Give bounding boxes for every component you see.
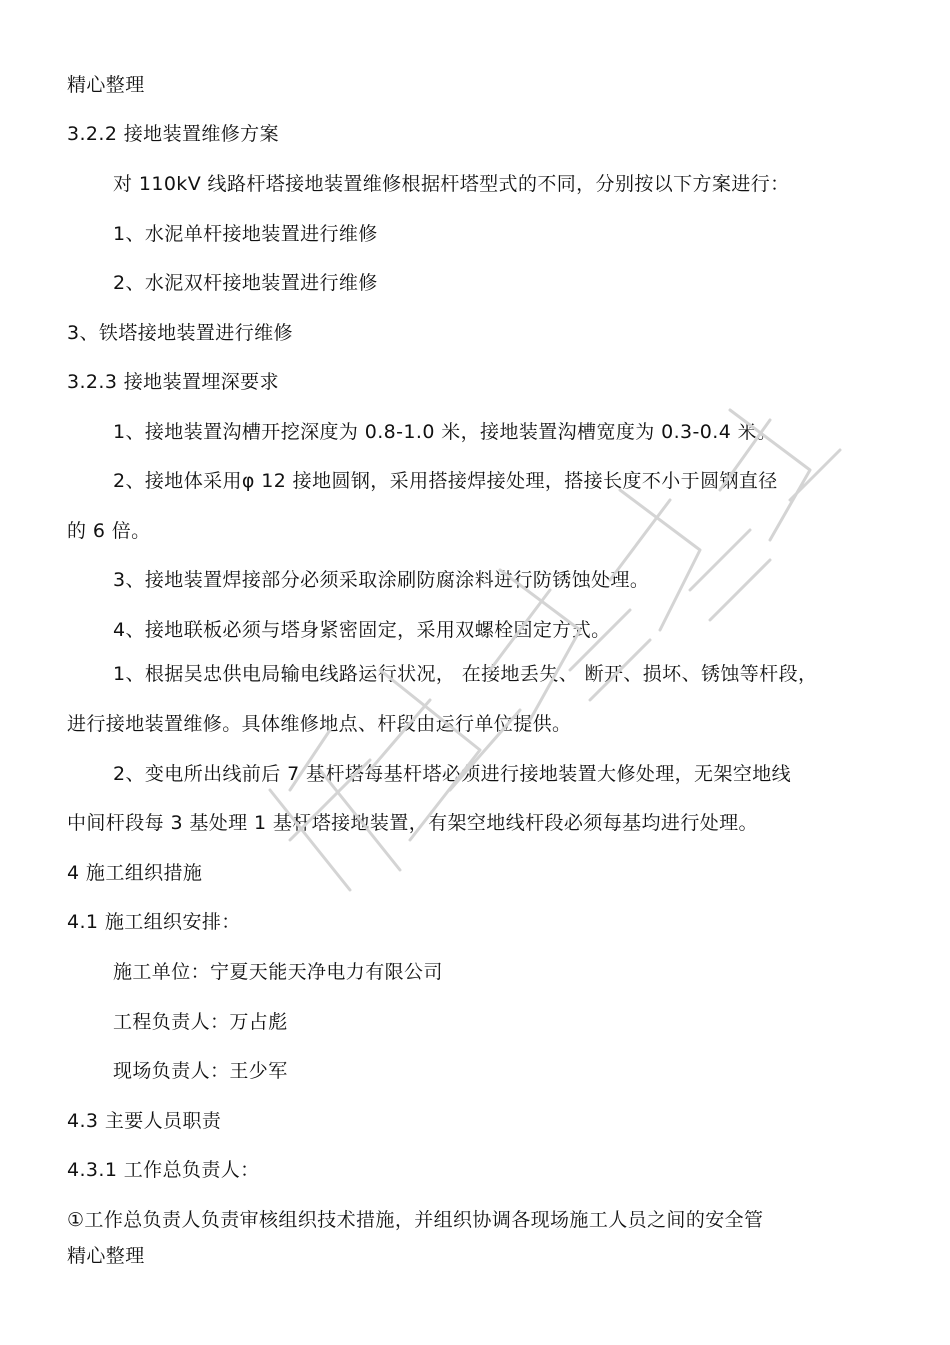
paragraph-duty-1: ①工作总负责人负责审核组织技术措施，并组织协调各现场施工人员之间的安全管 — [67, 1209, 764, 1231]
list-item-plan-1: 1、水泥单杆接地装置进行维修 — [113, 223, 378, 245]
site-manager: 现场负责人：王少军 — [113, 1060, 288, 1082]
project-manager: 工程负责人：万占彪 — [113, 1011, 288, 1033]
list-item-requirement-2: 2、接地体采用φ 12 接地圆钢，采用搭接焊接处理，搭接长度不小于圆钢直径 — [113, 470, 778, 492]
section-heading-4-3: 4.3 主要人员职责 — [67, 1110, 222, 1132]
page-footer: 精心整理 — [67, 1245, 145, 1267]
list-item-scope-2-continued: 中间杆段每 3 基处理 1 基杆塔接地装置，有架空地线杆段必须每基均进行处理。 — [67, 812, 758, 834]
section-heading-3-2-3: 3.2.3 接地装置埋深要求 — [67, 371, 279, 393]
list-item-scope-2: 2、变电所出线前后 7 基杆塔每基杆塔必须进行接地装置大修处理，无架空地线 — [113, 763, 792, 785]
list-item-requirement-2-continued: 的 6 倍。 — [67, 520, 151, 542]
list-item-plan-2: 2、水泥双杆接地装置进行维修 — [113, 272, 378, 294]
list-item-scope-1-continued: 进行接地装置维修。具体维修地点、杆段由运行单位提供。 — [67, 713, 572, 735]
construction-unit: 施工单位：宁夏天能天净电力有限公司 — [113, 961, 443, 983]
list-item-plan-3: 3、铁塔接地装置进行维修 — [67, 322, 293, 344]
page-header: 精心整理 — [67, 74, 145, 96]
list-item-requirement-3: 3、接地装置焊接部分必须采取涂刷防腐涂料进行防锈蚀处理。 — [113, 569, 650, 591]
section-heading-3-2-2: 3.2.2 接地装置维修方案 — [67, 123, 279, 145]
list-item-requirement-1: 1、接地装置沟槽开挖深度为 0.8-1.0 米，接地装置沟槽宽度为 0.3-0.4 米。 — [113, 421, 777, 443]
watermark-image — [230, 370, 850, 930]
list-item-requirement-4: 4、接地联板必须与塔身紧密固定，采用双螺栓固定方式。 — [113, 619, 611, 641]
paragraph-intro: 对 110kV 线路杆塔接地装置维修根据杆塔型式的不同，分别按以下方案进行： — [113, 173, 790, 195]
section-heading-4-3-1: 4.3.1 工作总负责人： — [67, 1159, 260, 1181]
section-heading-4-1: 4.1 施工组织安排： — [67, 911, 241, 933]
section-heading-4: 4 施工组织措施 — [67, 862, 203, 884]
list-item-scope-1: 1、根据吴忠供电局输电线路运行状况， 在接地丢失、 断开、损坏、锈蚀等杆段， — [113, 663, 818, 685]
